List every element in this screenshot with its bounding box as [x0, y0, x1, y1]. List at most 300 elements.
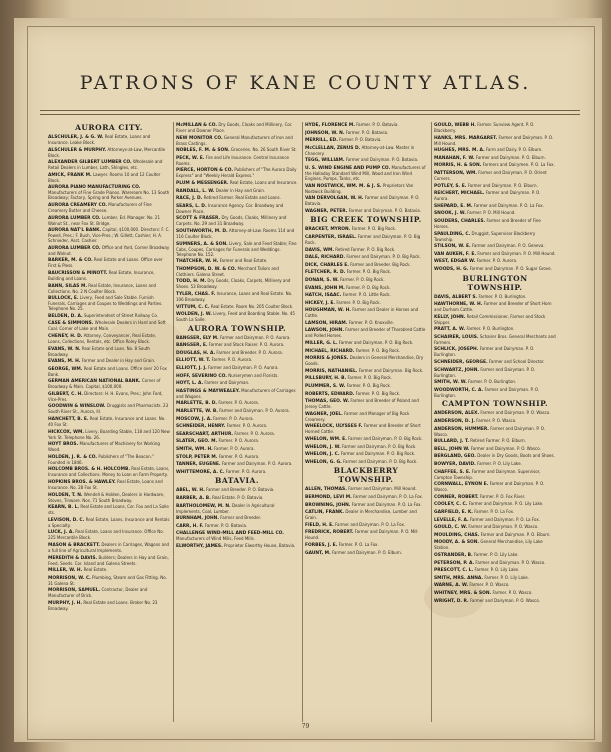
patron-description: Farmer and Dairyman. P. O. La Fox.: [353, 493, 424, 499]
patron-description: Publishers of "The Beacon." Founded in 1846.: [48, 453, 154, 465]
patron-description: Attorney, Conveyancer, Real Estate, Loans, Collections, Rentals, etc. Office Roley Block.: [48, 332, 157, 344]
patron-description: Manufacturers of Fine Grade Pianos. Wareroom No. 13 South Broadway; Factory, Spring and Parker Avenues.: [48, 190, 170, 201]
patron-entry: [176, 228, 298, 239]
patron-entry: [176, 530, 298, 541]
patron-name: BARTHOLOMEW, M. N.: [176, 503, 231, 509]
patron-description: Farmer. P. O. Aurora.: [234, 430, 276, 436]
patron-name: MANAHAN, F. W.: [434, 155, 475, 161]
patron-entry: [176, 416, 298, 422]
patron-entry: [176, 135, 298, 146]
patron-entry: [434, 582, 556, 588]
patron-description: Attorneys-at-Law, Mercantile Block.: [48, 146, 166, 158]
patron-description: Druggist, Supervisor Blackberry Township.: [434, 230, 536, 242]
patron-description: Farmer. P. O. Aurora.: [226, 423, 268, 429]
patron-name: BARBER, A. B.: [176, 495, 211, 501]
patron-description: Manufacturers of the Halladay Standard Wind Mill, Wood and Iron Wind Engines, Pumps, Tanks, etc.: [305, 164, 426, 181]
patron-name: HOPKINS BROS. & HAWLEY.: [48, 480, 116, 486]
patron-description: Farmer and Dairyman. P. O. Big Rock.: [346, 254, 421, 260]
patron-name: AMICK, FRANK M.: [48, 172, 92, 178]
patron-description: Builders; Dealers in Hay and Grain, Feed, Seeds. Cor. Island and Galena Streets.: [48, 554, 169, 566]
patron-description: Farmer. P. O. Burlington.: [468, 379, 517, 385]
title-rule: [40, 110, 580, 111]
patron-entry: [48, 391, 170, 402]
patron-description: Farmer. P. O. La Fox.: [474, 508, 515, 514]
patron-description: Groceries. No. 26 South River St.: [230, 147, 297, 153]
patron-name: U. S. WIND ENGINE AND PUMP CO.: [305, 165, 391, 171]
patron-entry: [305, 529, 427, 540]
patron-entry: [434, 294, 556, 300]
patron-entry: [305, 550, 427, 556]
patron-name: CORNWALL, EYNON E.: [434, 482, 489, 488]
patron-description: Farmer and Dairyman. P. O. Big Rock.: [348, 436, 423, 441]
patron-name: WARNE, A. W.: [434, 583, 469, 589]
patron-entry: [48, 492, 170, 503]
patron-name: BULLOCK, E.: [48, 296, 79, 302]
patron-name: EVANS, W. N.: [48, 346, 81, 352]
patron-name: LEVELLE, F. A.: [434, 517, 469, 523]
patron-name: HICKEY, J. E.: [305, 300, 336, 306]
patron-entry: [48, 378, 170, 389]
patron-name: SNOOK, J. W.: [434, 211, 466, 217]
patron-name: DOUGLAS, H. A.: [176, 350, 216, 356]
section-heading: AURORA CITY.: [75, 123, 143, 132]
patron-name: BERGLAND, GEO.: [434, 454, 476, 460]
patron-name: CATLIN, FRANK.: [305, 510, 345, 516]
patron-description: Farmer. P. O. Lily Lake.: [473, 551, 519, 557]
patron-entry: [48, 227, 170, 243]
patron-description: Real Estate and Loans. Broker No. 23 Broadway.: [48, 599, 158, 611]
patron-description: Farmer and Dairyman. P. O. Mill Hound.: [477, 250, 556, 256]
patron-entry: [434, 155, 556, 161]
patron-name: GAUNT, M.: [305, 550, 331, 556]
patron-description: Farmer and Breeder of Short Horn and Durham Cattle.: [434, 301, 552, 313]
patron-description: Wendell & Holden, Dealers in Hardware, Stoves, Tinware. Nos. 71 South Broadway.: [48, 491, 165, 503]
patron-entry: [305, 368, 427, 374]
patron-entry: [176, 304, 298, 310]
patron-description: Dry Goods, Cloaks, Carpets, Millinery and Shoes. 53 Broadway.: [176, 278, 291, 290]
patron-description: Livery, Feed and Sale Stable. Furnish Funerals, Carriages and Coupes to Weddings and Parties. Telephone No. 25.: [48, 295, 163, 312]
patron-description: Real Estate, Loans and Insurance. Office No. 225 Mercantile Block.: [48, 529, 164, 541]
patron-name: CHAFFEE, S. E.: [434, 469, 471, 475]
patron-description: Directors: H. H. Evans, Pres.; John Ford, Vice-Pres.: [48, 390, 163, 402]
patron-description: Retired Farmer. P. O. Elburn.: [470, 438, 526, 444]
patron-name: SCHWARTZ, JOHN.: [434, 367, 480, 373]
patron-name: HANKS, MRS. MARGARET.: [434, 135, 498, 141]
patron-description: Farmer and Dairyman. P. O. Wasco.: [469, 597, 541, 603]
patron-entry: [434, 170, 556, 181]
patron-name: KEARN, B. L.: [48, 505, 80, 511]
patron-entry: [48, 504, 170, 515]
patron-entry: [176, 122, 298, 133]
patron-entry: [176, 342, 298, 348]
patron-description: Farmer and Dairyman. P. O. Burlington.: [434, 366, 536, 378]
patron-description: Proprietor Elworthy House, Batavia.: [224, 542, 296, 548]
patron-name: HOYT, L. A.: [176, 381, 204, 387]
patron-name: MARLETTE, W. B.: [176, 409, 218, 415]
patron-description: Farmer. P. O. Big Rock.: [346, 383, 392, 389]
patron-description: Farmer and Dairyman. Supervisor, Campton Township.: [434, 468, 541, 480]
patron-name: ELLIOTT, J. J.: [176, 366, 207, 372]
patron-entry: [434, 438, 556, 444]
patron-description: Farmer and Dairyman. P. O. Burlington.: [434, 386, 540, 398]
patron-entry: [176, 357, 298, 363]
patron-description: Farmer and Dairyman. P. O. Wasco.: [470, 445, 541, 451]
patron-name: MORRIS, H. & SON.: [434, 163, 482, 169]
patron-description: Druggists and Pharmacists. 23 South River St., Aurora, Ill.: [48, 403, 169, 415]
patron-description: Farmer. P. O. Big Rock.: [336, 299, 381, 305]
patron-name: GARFIELD, E. K.: [434, 509, 473, 515]
patron-name: WHELON, G. G.: [305, 459, 342, 465]
patron-description: Capital, $100,000. Directors: F. C. Powell, Pres.; F. Bush, Vice-Pres.; W. Gillett, Cashier; H. A. Schnieder, Asst. Cashier.: [48, 227, 170, 244]
patron-name: HOLDEN, T. N.: [48, 492, 83, 498]
patron-description: Contractor, Dealer and Manufacturer of Brick.: [48, 587, 148, 599]
patron-entry: [176, 147, 298, 153]
patron-description: Farmer and Manager of Big Rock Creamery.: [305, 410, 410, 422]
patron-entry: [434, 532, 556, 538]
patron-entry: [305, 391, 427, 397]
patron-description: Real Estate. Room No. 205 Coulter Block.: [210, 303, 294, 309]
patron-description: Farmer and Dairyman. P. O. Mill Hound.: [434, 134, 554, 146]
patron-name: ANDERSON, ALEX.: [434, 411, 480, 417]
patron-description: Farmer and Breeder. P. O. Aurora.: [216, 349, 283, 355]
patron-entry: [434, 418, 556, 424]
patron-description: Farmer and Dairyman. Mill Hound.: [348, 486, 417, 492]
patron-entry: [48, 346, 170, 357]
patron-entry: [48, 333, 170, 344]
patron-entry: [48, 283, 170, 294]
patron-description: Farmer and Dairyman. P. O. Big Rock.: [338, 340, 414, 346]
patron-name: SMITH, WM. H.: [176, 447, 213, 452]
patron-entry: [176, 167, 298, 178]
patron-entry: [176, 446, 298, 452]
patron-description: Farmer and Dairyman. P. O. Orient Corners.: [434, 169, 547, 181]
patron-name: ALEXANDER GILBERT LUMBER CO.: [48, 160, 132, 166]
patron-name: BARKER, M. & CO.: [48, 258, 93, 264]
patron-entry: [434, 334, 556, 345]
patron-entry: [305, 542, 427, 548]
patron-description: Livery, Sale and Feed Stable; Fine Cabs, Coupes, Carriages for Funerals and Weddings. Telephone No. 152.: [176, 240, 297, 257]
patron-entry: [305, 122, 427, 128]
patron-entry: [176, 515, 298, 521]
patron-entry: [176, 487, 298, 493]
patron-name: PETERSON, P. A.: [434, 560, 475, 566]
patron-description: Farmer. P. O. Burlington.: [478, 293, 527, 299]
patron-name: HOLDEN, J. R. & CO.: [48, 454, 98, 460]
patron-entry: [305, 145, 427, 156]
patron-entry: [48, 542, 170, 553]
patron-entry: [305, 459, 427, 465]
patron-description: Farmer. P. O. Knoxville.: [348, 319, 395, 325]
patron-entry: [305, 398, 427, 409]
patron-name: WHITNEY, MRS. & SON.: [434, 590, 492, 596]
patron-name: BANN, SILAS M.: [48, 283, 88, 289]
patron-description: Farmer. P. O. Lily Lake.: [477, 461, 522, 466]
patron-name: BELL, JOHN W.: [434, 446, 470, 452]
patron-entry: [48, 575, 170, 586]
section-heading: BIG CREEK TOWNSHIP.: [310, 215, 422, 225]
patron-name: ALSCHULER, J. & G. W.: [48, 135, 104, 140]
patron-description: Superintendent of Street Railway Co.: [83, 312, 158, 318]
patron-entry: [176, 454, 298, 460]
patron-description: General Manufacturers of Iron and Brass Castings.: [176, 134, 293, 146]
patron-entry: [305, 234, 427, 245]
title-rule: [40, 114, 580, 115]
patron-entry: [305, 269, 427, 275]
patron-name: COOLEY, C. C.: [434, 502, 468, 508]
patron-name: MARLETTE, B. D.: [176, 401, 218, 407]
patron-name: VAN DERVOLGAN, W. H.: [305, 196, 364, 202]
patron-description: Real Estate, Loans and Insurance. Leake Block.: [48, 134, 151, 145]
patron-name: BURNHAM, JOHN.: [176, 516, 219, 522]
patron-entry: [434, 359, 556, 365]
patron-name: BERMOND, LEVI M.: [305, 494, 352, 500]
patron-column-4: [434, 122, 556, 605]
patron-description: Dry Goods, Cloaks and Millinery, Cor. River and Downer Place.: [176, 122, 293, 133]
patron-description: Fire and Life Insurance. Central Insurance Rooms.: [176, 154, 289, 166]
patron-description: Dry Goods, Cloaks, Millinery and Carpets. No. 29 and 31 Broadway.: [176, 215, 287, 227]
patron-description: Farmer and Dairyman. P. O. Aurora.: [208, 365, 279, 371]
patron-entry: [305, 307, 427, 318]
patron-name: ELWORTHY, JAMES.: [176, 543, 223, 549]
patron-name: SEARSCHART, ARTHUR.: [176, 431, 234, 437]
patron-description: Merchant Tailors and Clothiers. Galena Street.: [176, 265, 279, 277]
patron-description: Farmer and Dairyman. P. O. Elburn.: [467, 182, 538, 188]
patron-entry: [48, 134, 170, 145]
patron-entry: [305, 247, 427, 253]
patron-description: Real Estate and Loans. Office over First & Pless.: [48, 257, 163, 269]
patron-description: Farmer and Stock Raiser. P. O. Aurora.: [208, 342, 285, 348]
patron-description: Proprietors Van Nostwick Building.: [305, 182, 414, 194]
patron-description: Farmer. P. O. Burlington.: [466, 326, 515, 332]
patron-entry: [176, 388, 298, 399]
patron-name: TEGG, WILLIAM.: [305, 158, 345, 164]
patron-entry: [434, 539, 556, 550]
patron-name: MERRILL, ED.: [305, 138, 338, 144]
patron-entry: [48, 529, 170, 540]
patron-description: Schairer Bros. General Merchants and Farmers.: [434, 333, 556, 345]
patron-entry: [434, 258, 556, 264]
patron-description: Farmer and Dairyman. P. O. Lily Lake.: [468, 501, 544, 507]
patron-name: EVANS, M. H.: [48, 359, 81, 365]
patron-entry: [305, 183, 427, 194]
patron-name: LAWSON, JOHN.: [305, 328, 344, 334]
patron-name: AURORA NAT'L BANK.: [48, 228, 102, 234]
patron-description: Office and Yard, Corner Broadway and Walnut.: [48, 244, 170, 256]
patron-description: Farmer. P. O. La Fox.: [338, 541, 379, 547]
patron-column-2: [176, 122, 298, 551]
patron-name: DAVIS, ALBERT S.: [434, 294, 478, 300]
patron-entry: [434, 575, 556, 581]
patron-name: SEARS, L. D.: [176, 203, 207, 209]
patron-name: WHELON, J. W.: [305, 444, 341, 450]
patron-entry: [434, 367, 556, 378]
patron-name: MORRISON, W. C.: [48, 575, 91, 581]
patron-description: Farmer and Dairyman. P. O. Elburn.: [332, 549, 403, 555]
patron-description: Real Estate. P. O. Batavia.: [212, 494, 264, 500]
patron-description: Farmer and Breeder of Fine Horses.: [434, 217, 541, 229]
patron-name: NOBLES, F. M. & SON.: [176, 148, 230, 154]
patron-entry: [434, 346, 556, 357]
section-heading: BLACKBERRY TOWNSHIP.: [333, 466, 399, 485]
patron-entry: [48, 295, 170, 311]
patron-description: Farmer and Dairyman. P. O. Elburn.: [475, 154, 546, 160]
patron-description: Farmer. P. O. Aurora.: [211, 357, 253, 363]
column-divider: [431, 122, 432, 722]
patron-entry: [48, 159, 170, 170]
patron-name: SCHNEIDER, GEORGE.: [434, 360, 488, 366]
patron-entry: [305, 340, 427, 346]
patron-description: Dealer in Hay and Grain.: [215, 187, 266, 193]
patron-description: Farmer. P. O. Aurora.: [476, 258, 518, 264]
patron-name: ALSCHULER & MURPHY.: [48, 147, 107, 153]
patron-description: Farmer. P. O. Wasco.: [492, 589, 533, 595]
section-heading: BATAVIA.: [215, 476, 259, 486]
patron-description: Manufacturers of Fine Creamery Butter and Cheese.: [48, 201, 152, 213]
patron-entry: [305, 254, 427, 260]
patron-description: Manufacturers of Machinery for Working Wood.: [48, 441, 160, 453]
patron-entry: [434, 210, 556, 216]
patron-description: Farmer. P. O. Aurora.: [218, 453, 260, 459]
patron-name: HOLCOMB BROS. & H. HOLCOMB.: [48, 467, 130, 473]
patron-entry: [48, 257, 170, 268]
patron-entry: [176, 380, 298, 386]
patron-description: Farmer. P. O. Aurora.: [218, 400, 260, 406]
patron-description: Real Estate, Insurance and Loans. No. 40 Fox St.: [48, 416, 166, 428]
patron-entry: [434, 524, 556, 530]
patron-description: Lumber, Ed. Manager. No. 21 Walnut St., near Fox St. Bridge.: [48, 214, 160, 226]
patron-name: OSTRANDER, B.: [434, 552, 473, 558]
patron-name: HOYT BROS.: [48, 442, 79, 448]
patron-entry: [48, 416, 170, 427]
patron-description: Farmer. P. O. Wasco.: [476, 418, 517, 424]
patron-description: Farmer. P. O. Big Rock.: [351, 226, 397, 232]
patron-entry: [176, 291, 298, 302]
patron-entry: [176, 400, 298, 406]
patron-name: MURPHY, J. H.: [48, 600, 83, 606]
patron-description: Farmer and Dairyman. P. O. Burlington.: [434, 346, 535, 358]
patron-name: MICHAEL, RICHARD.: [305, 348, 355, 354]
patron-name: BOWYER, DAVID.: [434, 462, 476, 467]
patron-entry: [176, 311, 298, 322]
patron-entry: [48, 600, 170, 611]
patron-entry: [176, 180, 298, 186]
patron-name: LEVISON, D. C.: [48, 517, 85, 523]
patron-name: WOODWORTH, C. A.: [434, 387, 484, 393]
patron-entry: [48, 358, 170, 364]
patron-entry: [434, 501, 556, 507]
patron-entry: [305, 300, 427, 306]
patron-entry: [305, 436, 427, 442]
patron-description: Wholesale and Retail Dealers in Lumber, Lath, Shingles, etc.: [48, 159, 163, 171]
patron-entry: [305, 509, 427, 520]
patron-description: Retail Commissioner, Farmer and Stock Shipper.: [434, 313, 546, 325]
patron-entry: [176, 195, 298, 201]
patron-name: SCHAIRER, LOUIS.: [434, 334, 479, 340]
patron-entry: [176, 266, 298, 277]
patron-description: Corner of Broadway & Main. Capital, $100,000.: [48, 378, 161, 390]
patron-description: Real Estate and Loans. Office over 20 Fox Bank.: [48, 365, 167, 377]
patron-name: KELLY, JOHN.: [434, 314, 466, 320]
patron-name: HOFF, SEVERINO CO.: [176, 373, 227, 379]
patron-entry: [305, 355, 427, 366]
patron-entry: [176, 278, 298, 289]
patron-entry: [434, 446, 556, 452]
patron-name: EVANS, JOHN M.: [305, 285, 345, 291]
patron-description: Real Estate, Loans, Insurance and Rentals a Specialty.: [48, 516, 170, 528]
patron-description: Farmer. P. O. Mill Hound.: [467, 210, 516, 216]
patron-name: RANDALL, L. W.: [176, 188, 215, 194]
patron-name: TODD, H. M.: [176, 279, 207, 285]
patron-entry: [176, 365, 298, 371]
patron-entry: [176, 543, 298, 549]
patron-description: Farmer. P. O. Big Rock.: [340, 276, 385, 282]
patron-name: SMITH, MRS. ANNA.: [434, 575, 484, 581]
patron-description: Farmer and Breeder of Poland and Jersey Cattle.: [305, 398, 419, 410]
patron-name: CARPENTER, ISRAEL.: [305, 234, 357, 240]
patron-name: ABEL, W. H.: [176, 488, 205, 494]
patron-entry: [305, 348, 427, 354]
patron-entry: [48, 517, 170, 528]
patron-description: Wholesale Dealers in Hard and Soft Coal. Corner of Lake and Main.: [48, 320, 166, 332]
patron-name: VITTUM, C. C.: [176, 304, 210, 310]
patron-description: Farmer. P. O. Aurora.: [218, 438, 260, 444]
patron-entry: [176, 215, 298, 226]
patron-description: Farmer and Dairyman. P. O. Big Rock.: [343, 458, 418, 464]
patron-description: Nurserymen and Florists.: [228, 372, 279, 378]
patron-name: POTLEY, S. E.: [434, 183, 467, 189]
patron-name: THOMPSON, D. W. & CO.: [176, 266, 237, 272]
patron-entry: [305, 375, 427, 381]
patron-description: Farmer and Dealer in Horses and Cattle.: [305, 307, 419, 319]
patron-description: Farmer and Dairyman. P. O. Wasco.: [468, 524, 539, 530]
patron-entry: [176, 155, 298, 166]
patron-entry: [434, 379, 556, 385]
patron-description: Dealer in Agricultural Implements, Coal, Lumber.: [176, 502, 275, 514]
patron-description: Real Estate, Insurance, Loans and Collections. No. 2 N Coulter Block.: [48, 282, 157, 294]
patron-description: Farmer and Dairyman. P. O. La Fox.: [351, 501, 422, 507]
patron-entry: [176, 258, 298, 264]
column-divider: [302, 122, 303, 722]
patron-name: MILLER, G. L.: [305, 341, 338, 347]
patron-entry: [434, 266, 556, 272]
patron-description: Farmers and Dairymen. P. O. La Fox.: [482, 162, 555, 168]
patron-name: WAGNER, JOEL.: [305, 411, 343, 417]
patron-description: Farmer and Dairyman. P. O. Big Rock.: [342, 443, 417, 449]
patron-description: Attorney-at-Law. Rooms 114 and 116 Coulter Block.: [176, 227, 295, 239]
patron-description: Dealers in General Merchandise, Dry Goods.: [305, 355, 424, 367]
patron-name: PATTERSON, WM.: [434, 170, 477, 176]
patron-name: FIELD, H. E.: [305, 522, 334, 528]
patron-entry: [48, 403, 170, 414]
patron-name: STILSON, W. E.: [434, 244, 471, 250]
patron-name: PRATT, A. W.: [434, 327, 466, 333]
patron-name: SCHNEIDER, HENRY.: [176, 424, 226, 430]
patron-name: HICKCOX, WM.: [48, 429, 84, 435]
patron-entry: [48, 555, 170, 566]
patron-description: Real Estate, Loans and Insurance.: [229, 179, 298, 185]
patron-name: BELDEN, D. A.: [48, 313, 83, 319]
patron-name: LUCK, J. A.: [48, 530, 75, 536]
patron-name: PIERCE, HORTON & CO.: [176, 168, 234, 174]
patron-entry: [305, 423, 427, 434]
patron-description: Real Estate, Loans, Insurance and Collections. Money to Loan on Farm Property.: [48, 466, 170, 478]
patron-name: BULLARD, J. T.: [434, 439, 469, 445]
patron-description: Farmer and Dairyman. P. O. Wasco.: [480, 410, 551, 416]
patron-name: WOLDEN, J. W.: [176, 312, 212, 318]
patron-description: Real Estate, Insurance, Building and Loans.: [48, 269, 155, 281]
patron-column-1: [48, 122, 170, 613]
patron-description: Real Estate, Loans and Insurance. No. 28 Fox St.: [48, 479, 163, 491]
